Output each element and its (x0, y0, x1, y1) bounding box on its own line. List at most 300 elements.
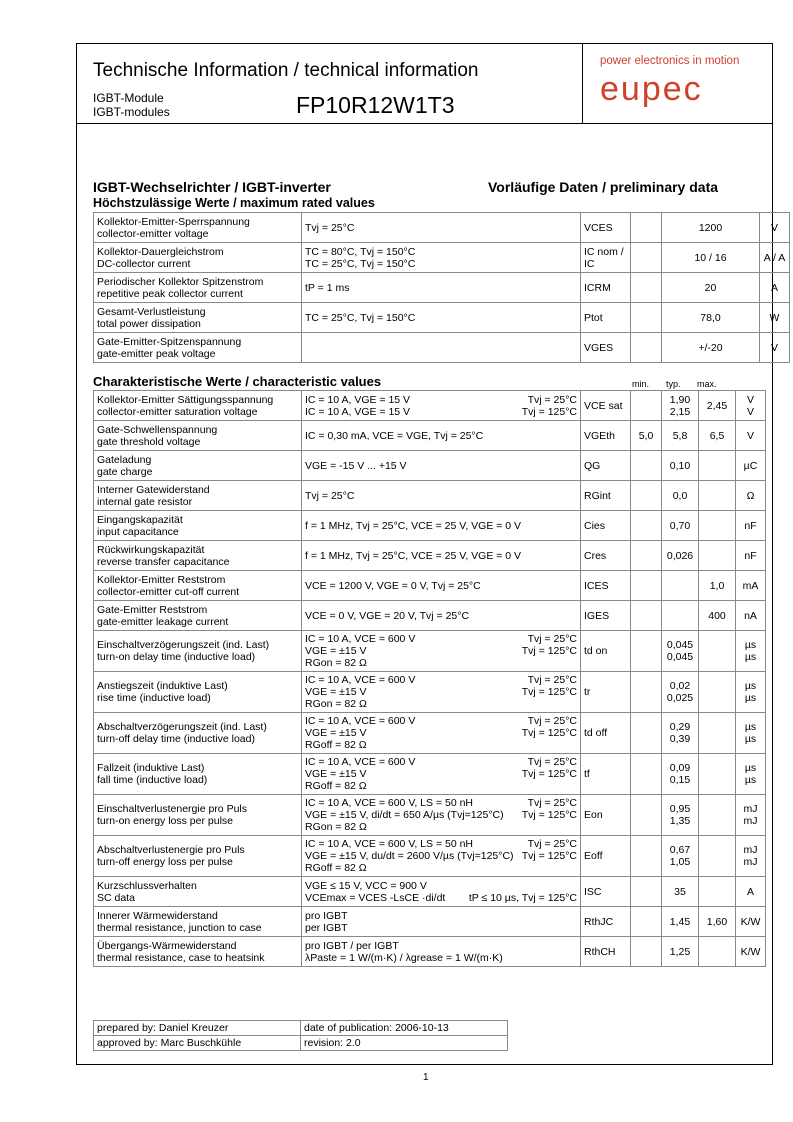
conditions (302, 541, 581, 571)
header-divider (76, 123, 773, 124)
condition-right: Tvj = 25°C (527, 633, 577, 645)
max-row (94, 273, 790, 303)
conditions (302, 391, 581, 421)
condition-line-1 (305, 880, 577, 892)
max-value (699, 511, 736, 541)
brand-tagline: power electronics in motion (600, 55, 740, 67)
unit: A (760, 273, 790, 303)
param-name-de: Fallzeit (induktive Last) (97, 762, 205, 774)
condition-right: Tvj = 125°C (521, 850, 577, 862)
conditions (302, 795, 581, 836)
unit: mJ mJ (736, 795, 766, 836)
unit: V (760, 213, 790, 243)
value: 20 (662, 273, 760, 303)
param-name-de: Gate-Emitter-Spitzenspannung (97, 335, 242, 348)
condition-left: VGE = ±15 V (305, 645, 367, 657)
condition-line-3: RGoff = 82 Ω (305, 739, 367, 751)
spacer (631, 273, 662, 303)
typ-value: 5,8 (662, 421, 699, 451)
condition-right: Tvj = 25°C (527, 674, 577, 686)
char-row (94, 877, 766, 907)
param-name (94, 877, 302, 907)
min-value (631, 795, 662, 836)
unit: µs µs (736, 672, 766, 713)
param-name-de: Gesamt-Verlustleistung (97, 305, 206, 318)
conditions (302, 672, 581, 713)
max-rated-values-title: Höchstzulässige Werte / maximum rated values (93, 196, 375, 210)
condition-line-2 (305, 406, 577, 418)
condition-right: Tvj = 25°C (527, 715, 577, 727)
condition-left: IC = 10 A, VGE = 15 V (305, 393, 411, 406)
param-name-de: Gateladung (97, 453, 152, 466)
conditions (302, 243, 581, 273)
condition-left: VGE ≤ 15 V, VCC = 900 V (305, 879, 427, 892)
param-name (94, 421, 302, 451)
param-name-de: Rückwirkungskapazität (97, 543, 205, 556)
param-name-en: DC-collector current (97, 257, 191, 270)
condition-left: pro IGBT (305, 909, 348, 922)
typ-value: 35 (662, 877, 699, 907)
unit: mA (736, 571, 766, 601)
condition-line-1 (305, 715, 577, 727)
char-row (94, 795, 766, 836)
part-number: FP10R12W1T3 (296, 92, 455, 118)
module-type-en: IGBT-modules (93, 105, 170, 119)
min-value: 5,0 (631, 421, 662, 451)
condition-right: Tvj = 125°C (521, 645, 577, 657)
unit: µs µs (736, 754, 766, 795)
footer-table (93, 1020, 508, 1051)
min-value (631, 511, 662, 541)
condition-left: per IGBT (305, 921, 348, 934)
typ-value: 0,045 0,045 (662, 631, 699, 672)
typ-value: 1,25 (662, 937, 699, 967)
param-name (94, 937, 302, 967)
max-row (94, 213, 790, 243)
param-name (94, 511, 302, 541)
param-name-en: thermal resistance, junction to case (97, 921, 262, 934)
symbol: tf (581, 754, 631, 795)
param-name-de: Einschaltverlustenergie pro Puls (97, 803, 247, 815)
param-name-de: Interner Gatewiderstand (97, 483, 210, 496)
symbol: ISC (581, 877, 631, 907)
condition-line-1 (305, 580, 577, 592)
condition-line-1 (305, 520, 577, 532)
condition-line-2 (305, 768, 577, 780)
param-name-en: SC data (97, 891, 135, 904)
min-value (631, 451, 662, 481)
param-name (94, 391, 302, 421)
max-row (94, 243, 790, 273)
condition-right: Tvj = 125°C (521, 809, 577, 821)
condition-line-3: RGon = 82 Ω (305, 698, 367, 710)
unit: A (736, 877, 766, 907)
conditions (302, 571, 581, 601)
param-name-en: gate-emitter peak voltage (97, 347, 216, 360)
symbol: VCE sat (581, 391, 631, 421)
param-name-de: Kollektor-Emitter Reststrom (97, 573, 226, 586)
unit: nF (736, 511, 766, 541)
characteristic-values-title: Charakteristische Werte / characteristic values (93, 374, 382, 389)
condition-left: VCE = 1200 V, VGE = 0 V, Tvj = 25°C (305, 579, 481, 592)
conditions (302, 213, 581, 243)
col-typ: typ. (666, 379, 681, 389)
symbol: IGES (581, 601, 631, 631)
min-value (631, 754, 662, 795)
page-number: 1 (423, 1072, 429, 1083)
param-name-en: gate charge (97, 465, 153, 478)
char-row (94, 421, 766, 451)
condition-left: IC = 10 A, VCE = 600 V (305, 674, 416, 686)
param-name (94, 481, 302, 511)
condition-right: Tvj = 25°C (527, 838, 577, 850)
min-value (631, 713, 662, 754)
typ-value: 0,02 0,025 (662, 672, 699, 713)
unit: mJ mJ (736, 836, 766, 877)
max-value (699, 481, 736, 511)
symbol: Eoff (581, 836, 631, 877)
min-value (631, 391, 662, 421)
param-name-de: Abschaltverzögerungszeit (ind. Last) (97, 721, 267, 733)
unit: nA (736, 601, 766, 631)
param-name (94, 754, 302, 795)
max-value: 400 (699, 601, 736, 631)
char-row (94, 451, 766, 481)
min-value (631, 672, 662, 713)
param-name (94, 836, 302, 877)
typ-value: 0,10 (662, 451, 699, 481)
unit: V V (736, 391, 766, 421)
condition-right: Tvj = 125°C (521, 405, 577, 418)
conditions (302, 601, 581, 631)
max-row (94, 333, 790, 363)
conditions (302, 451, 581, 481)
symbol: ICRM (581, 273, 631, 303)
char-row (94, 481, 766, 511)
char-row (94, 541, 766, 571)
typ-value: 1,45 (662, 907, 699, 937)
col-min: min. (632, 379, 650, 389)
conditions (302, 421, 581, 451)
value: 10 / 16 (662, 243, 760, 273)
prepared-by: prepared by: Daniel Kreuzer (94, 1021, 301, 1036)
spacer (631, 213, 662, 243)
symbol: Ptot (581, 303, 631, 333)
max-row (94, 303, 790, 333)
max-value (699, 713, 736, 754)
char-row (94, 937, 766, 967)
param-name-en: collector-emitter cut-off current (97, 585, 240, 598)
param-name (94, 303, 302, 333)
condition-line-1 (305, 910, 577, 922)
param-name-de: Kollektor-Emitter-Sperrspannung (97, 215, 250, 228)
condition-right: Tvj = 25°C (527, 393, 577, 406)
condition-line-2 (305, 892, 577, 904)
max-value: 6,5 (699, 421, 736, 451)
conditions (302, 907, 581, 937)
condition-line-3: RGoff = 82 Ω (305, 862, 367, 874)
max-value (699, 836, 736, 877)
param-name-en: thermal resistance, case to heatsink (97, 951, 265, 964)
condition-line-1: TC = 25°C, Tvj = 150°C (305, 311, 416, 324)
max-value (699, 631, 736, 672)
min-value (631, 907, 662, 937)
min-value (631, 937, 662, 967)
condition-line-1 (305, 490, 577, 502)
param-name-en: fall time (inductive load) (97, 774, 208, 786)
typ-value: 0,09 0,15 (662, 754, 699, 795)
condition-line-1: TC = 80°C, Tvj = 150°C (305, 245, 416, 258)
condition-left: VGE = ±15 V (305, 727, 367, 739)
condition-right: Tvj = 25°C (527, 797, 577, 809)
param-name-de: Anstiegszeit (induktive Last) (97, 680, 228, 692)
typ-value (662, 571, 699, 601)
conditions (302, 877, 581, 907)
unit: A / A (760, 243, 790, 273)
param-name (94, 672, 302, 713)
min-value (631, 877, 662, 907)
param-name (94, 333, 302, 363)
param-name-de: Übergangs-Wärmewiderstand (97, 939, 237, 952)
max-value (699, 937, 736, 967)
max-value (699, 451, 736, 481)
param-name-de: Abschaltverlustenergie pro Puls (97, 844, 245, 856)
conditions (302, 836, 581, 877)
unit: K/W (736, 907, 766, 937)
conditions (302, 511, 581, 541)
condition-left: IC = 10 A, VGE = 15 V (305, 405, 411, 418)
condition-left: IC = 0,30 mA, VCE = VGE, Tvj = 25°C (305, 429, 484, 442)
condition-line-3: RGon = 82 Ω (305, 821, 367, 833)
param-name-en: internal gate resistor (97, 495, 193, 508)
param-name (94, 571, 302, 601)
condition-line-1 (305, 550, 577, 562)
param-name-en: total power dissipation (97, 317, 201, 330)
typ-value: 0,95 1,35 (662, 795, 699, 836)
preliminary-data-label: Vorläufige Daten / preliminary data (488, 179, 719, 195)
condition-left: IC = 10 A, VCE = 600 V, LS = 50 nH (305, 838, 474, 850)
char-row (94, 511, 766, 541)
condition-left: λPaste = 1 W/(m·K) / λgrease = 1 W/(m·K) (305, 951, 503, 964)
revision: revision: 2.0 (301, 1036, 508, 1051)
approved-by: approved by: Marc Buschkühle (94, 1036, 301, 1051)
value: 78,0 (662, 303, 760, 333)
conditions (302, 713, 581, 754)
condition-line-1 (305, 756, 577, 768)
min-value (631, 601, 662, 631)
unit: Ω (736, 481, 766, 511)
condition-right: tP ≤ 10 µs, Tvj = 125°C (468, 891, 577, 904)
symbol: RthCH (581, 937, 631, 967)
symbol: Cres (581, 541, 631, 571)
condition-line-2 (305, 809, 577, 821)
unit: K/W (736, 937, 766, 967)
symbol: RGint (581, 481, 631, 511)
condition-left: IC = 10 A, VCE = 600 V (305, 756, 416, 768)
char-row (94, 907, 766, 937)
conditions (302, 754, 581, 795)
char-row (94, 631, 766, 672)
header-vertical-divider (582, 43, 583, 123)
spacer (631, 303, 662, 333)
param-name (94, 541, 302, 571)
conditions (302, 481, 581, 511)
max-value (699, 795, 736, 836)
condition-line-1 (305, 430, 577, 442)
brand-logo: eupec (600, 70, 703, 108)
param-name-en: turn-on delay time (inductive load) (97, 651, 256, 663)
max-value (699, 754, 736, 795)
typ-value: 0,29 0,39 (662, 713, 699, 754)
spacer (631, 333, 662, 363)
conditions (302, 333, 581, 363)
conditions (302, 303, 581, 333)
symbol: td on (581, 631, 631, 672)
section-inverter-title: IGBT-Wechselrichter / IGBT-inverter (93, 179, 331, 195)
condition-left: VGE = ±15 V (305, 768, 367, 780)
condition-line-2 (305, 952, 577, 964)
char-row (94, 754, 766, 795)
condition-left: IC = 10 A, VCE = 600 V (305, 715, 416, 727)
condition-left: pro IGBT / per IGBT (305, 939, 399, 952)
symbol: Cies (581, 511, 631, 541)
condition-line-1 (305, 394, 577, 406)
spacer (631, 243, 662, 273)
condition-left: f = 1 MHz, Tvj = 25°C, VCE = 25 V, VGE = 0 V (305, 519, 522, 532)
param-name (94, 451, 302, 481)
max-value (699, 877, 736, 907)
typ-value: 0,70 (662, 511, 699, 541)
unit: µs µs (736, 713, 766, 754)
param-name-en: turn-on energy loss per pulse (97, 815, 233, 827)
param-name (94, 213, 302, 243)
param-name-de: Innerer Wärmewiderstand (97, 909, 218, 922)
symbol: RthJC (581, 907, 631, 937)
unit: µs µs (736, 631, 766, 672)
param-name (94, 243, 302, 273)
param-name-en: turn-off energy loss per pulse (97, 856, 233, 868)
param-name-en: collector-emitter voltage (97, 227, 209, 240)
typ-value: 0,026 (662, 541, 699, 571)
param-name-de: Eingangskapazität (97, 513, 183, 526)
conditions (302, 937, 581, 967)
unit: µC (736, 451, 766, 481)
param-name-de: Einschaltverzögerungszeit (ind. Last) (97, 639, 270, 651)
value: +/-20 (662, 333, 760, 363)
condition-right: Tvj = 125°C (521, 768, 577, 780)
unit: V (736, 421, 766, 451)
param-name-de: Kollektor-Emitter Sättigungsspannung (97, 393, 274, 406)
condition-left: VGE = ±15 V, du/dt = 2600 V/µs (Tvj=125°C) (305, 850, 514, 862)
param-name-de: Kurzschlussverhalten (97, 879, 197, 892)
condition-line-2: TC = 25°C, Tvj = 150°C (305, 257, 416, 270)
param-name (94, 907, 302, 937)
condition-line-3: RGon = 82 Ω (305, 657, 367, 669)
param-name-en: reverse transfer capacitance (97, 555, 230, 568)
condition-left: f = 1 MHz, Tvj = 25°C, VCE = 25 V, VGE = 0 V (305, 549, 522, 562)
conditions (302, 631, 581, 672)
conditions (302, 273, 581, 303)
symbol: ICES (581, 571, 631, 601)
condition-left: VCEmax = VCES -LsCE ·di/dt (305, 891, 446, 904)
unit: nF (736, 541, 766, 571)
max-value (699, 541, 736, 571)
condition-line-1: tP = 1 ms (305, 281, 350, 294)
param-name (94, 273, 302, 303)
condition-line-3: RGoff = 82 Ω (305, 780, 367, 792)
param-name-en: gate threshold voltage (97, 435, 201, 448)
min-value (631, 571, 662, 601)
param-name-en: rise time (inductive load) (97, 692, 211, 704)
condition-line-2 (305, 686, 577, 698)
condition-left: VGE = ±15 V, di/dt = 650 A/µs (Tvj=125°C) (305, 809, 504, 821)
condition-left: IC = 10 A, VCE = 600 V, LS = 50 nH (305, 797, 474, 809)
condition-left: IC = 10 A, VCE = 600 V (305, 633, 416, 645)
param-name (94, 631, 302, 672)
unit: W (760, 303, 790, 333)
char-row (94, 391, 766, 421)
condition-left: Tvj = 25°C (305, 489, 355, 502)
max-value: 1,60 (699, 907, 736, 937)
condition-line-1 (305, 797, 577, 809)
condition-line-1 (305, 610, 577, 622)
char-row (94, 713, 766, 754)
symbol: VCES (581, 213, 631, 243)
param-name-en: input capacitance (97, 525, 179, 538)
symbol: VGES (581, 333, 631, 363)
param-name-de: Gate-Schwellenspannung (97, 423, 218, 436)
typ-value: 1,90 2,15 (662, 391, 699, 421)
condition-line-1 (305, 940, 577, 952)
max-value: 2,45 (699, 391, 736, 421)
char-row (94, 672, 766, 713)
module-type (93, 91, 170, 119)
min-value (631, 541, 662, 571)
condition-line-1 (305, 633, 577, 645)
module-type-de: IGBT-Module (93, 91, 164, 105)
symbol: td off (581, 713, 631, 754)
param-name-de: Gate-Emitter Reststrom (97, 603, 208, 616)
min-value (631, 481, 662, 511)
max-value: 1,0 (699, 571, 736, 601)
param-name-en: gate-emitter leakage current (97, 615, 229, 628)
characteristic-values-table (93, 390, 766, 967)
typ-value: 0,67 1,05 (662, 836, 699, 877)
param-name (94, 601, 302, 631)
condition-line-2 (305, 727, 577, 739)
param-name-en: repetitive peak collector current (97, 287, 243, 300)
max-value (699, 672, 736, 713)
symbol: tr (581, 672, 631, 713)
param-name-de: Kollektor-Dauergleichstrom (97, 245, 224, 258)
param-name (94, 713, 302, 754)
publication-date: date of publication: 2006-10-13 (301, 1021, 508, 1036)
unit: V (760, 333, 790, 363)
condition-left: VGE = ±15 V (305, 686, 367, 698)
param-name-en: turn-off delay time (inductive load) (97, 733, 255, 745)
symbol: QG (581, 451, 631, 481)
condition-right: Tvj = 125°C (521, 727, 577, 739)
typ-value: 0,0 (662, 481, 699, 511)
condition-line-1 (305, 674, 577, 686)
symbol: Eon (581, 795, 631, 836)
condition-line-1: Tvj = 25°C (305, 221, 355, 234)
condition-line-2 (305, 922, 577, 934)
condition-left: VGE = -15 V ... +15 V (305, 459, 407, 472)
document-title: Technische Information / technical information (93, 60, 479, 81)
condition-right: Tvj = 125°C (521, 686, 577, 698)
min-value (631, 631, 662, 672)
